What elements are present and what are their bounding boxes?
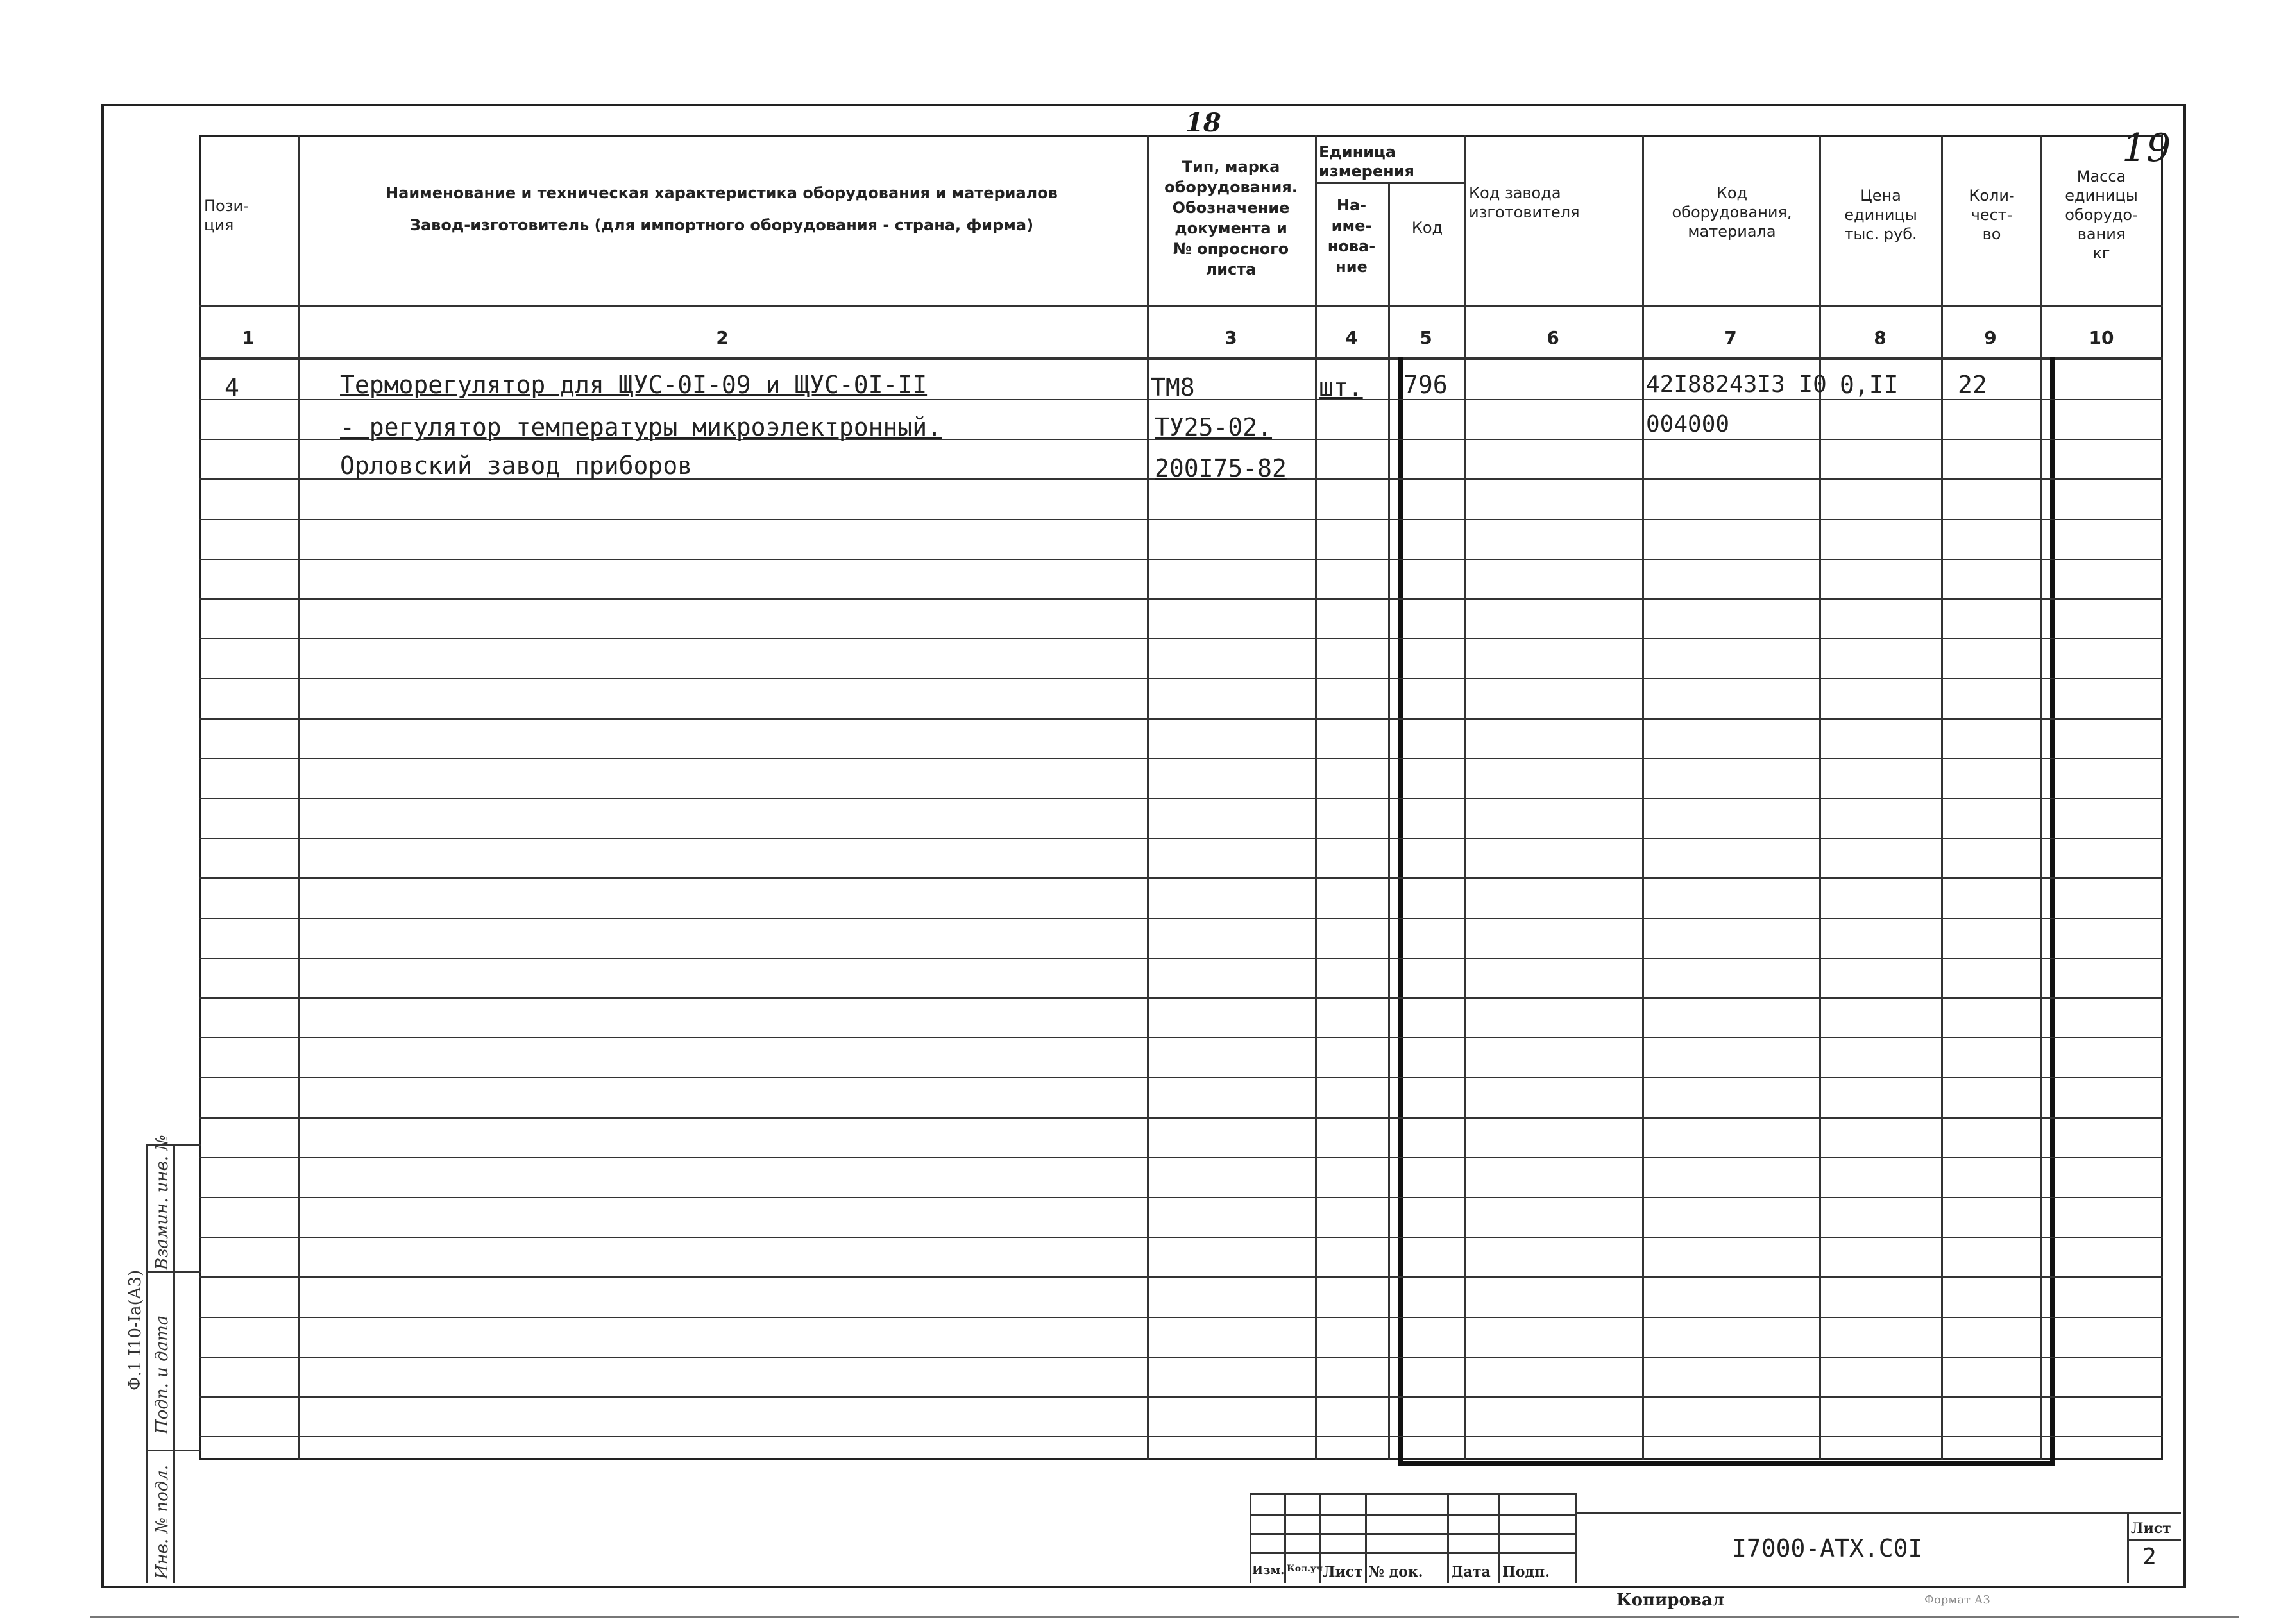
row-line — [199, 877, 2163, 879]
row-line — [199, 1117, 2163, 1119]
row-line — [199, 997, 2163, 999]
stamp-c5 — [1498, 1493, 1500, 1583]
colnum-8: 8 — [1874, 327, 1886, 348]
side-block-inner — [173, 1144, 175, 1583]
stamp-label-sign: Подп. — [1502, 1564, 1550, 1580]
header-bottom-line — [199, 305, 2163, 307]
side-label-sign-date: Подп. и дата — [153, 1315, 172, 1434]
row-line — [199, 718, 2163, 720]
colnum-6: 6 — [1547, 327, 1559, 348]
stamp-label-count: Кол.уч — [1287, 1564, 1323, 1574]
side-block-outer — [146, 1144, 148, 1583]
bottom-edge-line — [90, 1616, 2239, 1618]
side-label-replace-inv: Взамин. инв. № — [153, 1135, 172, 1270]
row-line — [199, 918, 2163, 919]
sheet-label: Лист — [2131, 1520, 2171, 1537]
colnum-bottom-line — [199, 357, 2163, 360]
row-line — [199, 559, 2163, 560]
stamp-sheet-line — [2127, 1539, 2181, 1541]
side-label-orig-inv: Инв. № подл. — [153, 1464, 172, 1579]
row-line — [199, 638, 2163, 639]
header-mass: Масса единицы оборудо- вания кг — [2065, 167, 2138, 262]
row-line — [199, 1357, 2163, 1358]
row2-type: ТУ25-02. — [1155, 413, 1273, 441]
header-name-line1: Наименование и техническая характеристика оборудования и материалов — [386, 184, 1058, 202]
header-equipment-code: Код оборудования, материала — [1672, 184, 1792, 241]
row1-equipment-code: 42I88243I3 I0 — [1646, 371, 1827, 398]
colnum-10: 10 — [2089, 327, 2114, 348]
colnum-5: 5 — [1420, 327, 1432, 348]
row-line — [199, 1157, 2163, 1158]
thick-left-border — [1398, 357, 1403, 1465]
header-price: Цена единицы тыс. руб. — [1844, 187, 1917, 243]
row-line — [199, 1317, 2163, 1318]
row-line — [199, 798, 2163, 799]
top-mark: 18 — [1185, 108, 1221, 138]
stamp-sheet-sep — [2127, 1512, 2129, 1583]
colnum-4: 4 — [1345, 327, 1358, 348]
row-line — [199, 1037, 2163, 1038]
row-line — [199, 758, 2163, 759]
stamp-row3 — [1250, 1552, 1575, 1554]
row2-equipment-code: 004000 — [1646, 411, 1730, 437]
stamp-label-doc: № док. — [1369, 1564, 1423, 1580]
row2-name: - регулятор температуры микроэлектронный. — [340, 413, 942, 441]
stamp-c1 — [1284, 1493, 1286, 1583]
row1-quantity: 22 — [1958, 371, 1987, 399]
row-line — [199, 678, 2163, 679]
stamp-row2 — [1250, 1533, 1575, 1535]
row3-type: 200I75-82 — [1155, 454, 1287, 482]
stamp-label-sheet: Лист — [1323, 1564, 1363, 1580]
row1-position: 4 — [225, 373, 239, 402]
col-line-4 — [1388, 182, 1390, 1460]
colnum-1: 1 — [242, 327, 255, 348]
row-line — [199, 1276, 2163, 1278]
header-unit-name: На- име- нова- ние — [1327, 196, 1376, 276]
stamp-label-date: Дата — [1451, 1564, 1491, 1580]
document-code: I7000-АТХ.C0I — [1732, 1534, 1923, 1562]
colnum-7: 7 — [1724, 327, 1737, 348]
row-line — [199, 1396, 2163, 1398]
side-block-sep1 — [146, 1271, 201, 1273]
stamp-c4 — [1447, 1493, 1449, 1583]
row-line — [199, 958, 2163, 959]
header-factory-code: Код завода изготовителя — [1469, 184, 1580, 221]
row3-name: Орловский завод приборов — [340, 452, 693, 480]
header-unit-group: Единица измерения — [1319, 143, 1414, 180]
header-quantity: Коли- чест- во — [1969, 187, 2015, 243]
stamp-c3 — [1365, 1493, 1367, 1583]
stamp-label-change: Изм. — [1252, 1564, 1285, 1577]
stamp-row1 — [1250, 1514, 1575, 1516]
sheet-number: 2 — [2142, 1544, 2157, 1570]
handwritten-sheet-number: 19 — [2122, 126, 2171, 171]
colnum-2: 2 — [716, 327, 729, 348]
stamp-c6 — [1575, 1493, 1577, 1583]
row1-type: ТМ8 — [1151, 373, 1195, 402]
header-type: Тип, марка оборудования. Обозначение документа и № опросного листа — [1164, 158, 1298, 278]
side-block-sep2 — [146, 1450, 201, 1451]
header-name-line2: Завод-изготовитель (для импортного оборудования - страна, фирма) — [409, 216, 1034, 234]
colnum-3: 3 — [1225, 327, 1237, 348]
thick-right-border — [2050, 357, 2055, 1465]
copy-label: Копировал — [1616, 1591, 1725, 1610]
row-line — [199, 519, 2163, 520]
row-line — [199, 838, 2163, 839]
header-position: Пози- ция — [204, 197, 249, 234]
row1-price: 0,II — [1840, 371, 1899, 399]
row-line — [199, 598, 2163, 600]
form-label: Ф.1 I10-Iа(A3) — [126, 1269, 145, 1391]
stamp-left — [1250, 1493, 1251, 1583]
thick-bottom-border — [1398, 1461, 2055, 1466]
stamp-top-right — [1575, 1512, 2181, 1514]
row1-unit: шт. — [1319, 373, 1363, 402]
colnum-9: 9 — [1984, 327, 1997, 348]
row-line — [199, 1197, 2163, 1198]
header-unit-code: Код — [1411, 219, 1443, 237]
row1-unit-code: 796 — [1403, 371, 1448, 399]
format-label: Формат А3 — [1924, 1593, 1990, 1607]
row-line — [199, 1436, 2163, 1437]
stamp-top — [1250, 1493, 1575, 1495]
row-line — [199, 1077, 2163, 1078]
row1-name: Терморегулятор для ЩУС-0I-09 и ЩУС-0I-II — [340, 371, 928, 399]
row-line — [199, 1237, 2163, 1238]
